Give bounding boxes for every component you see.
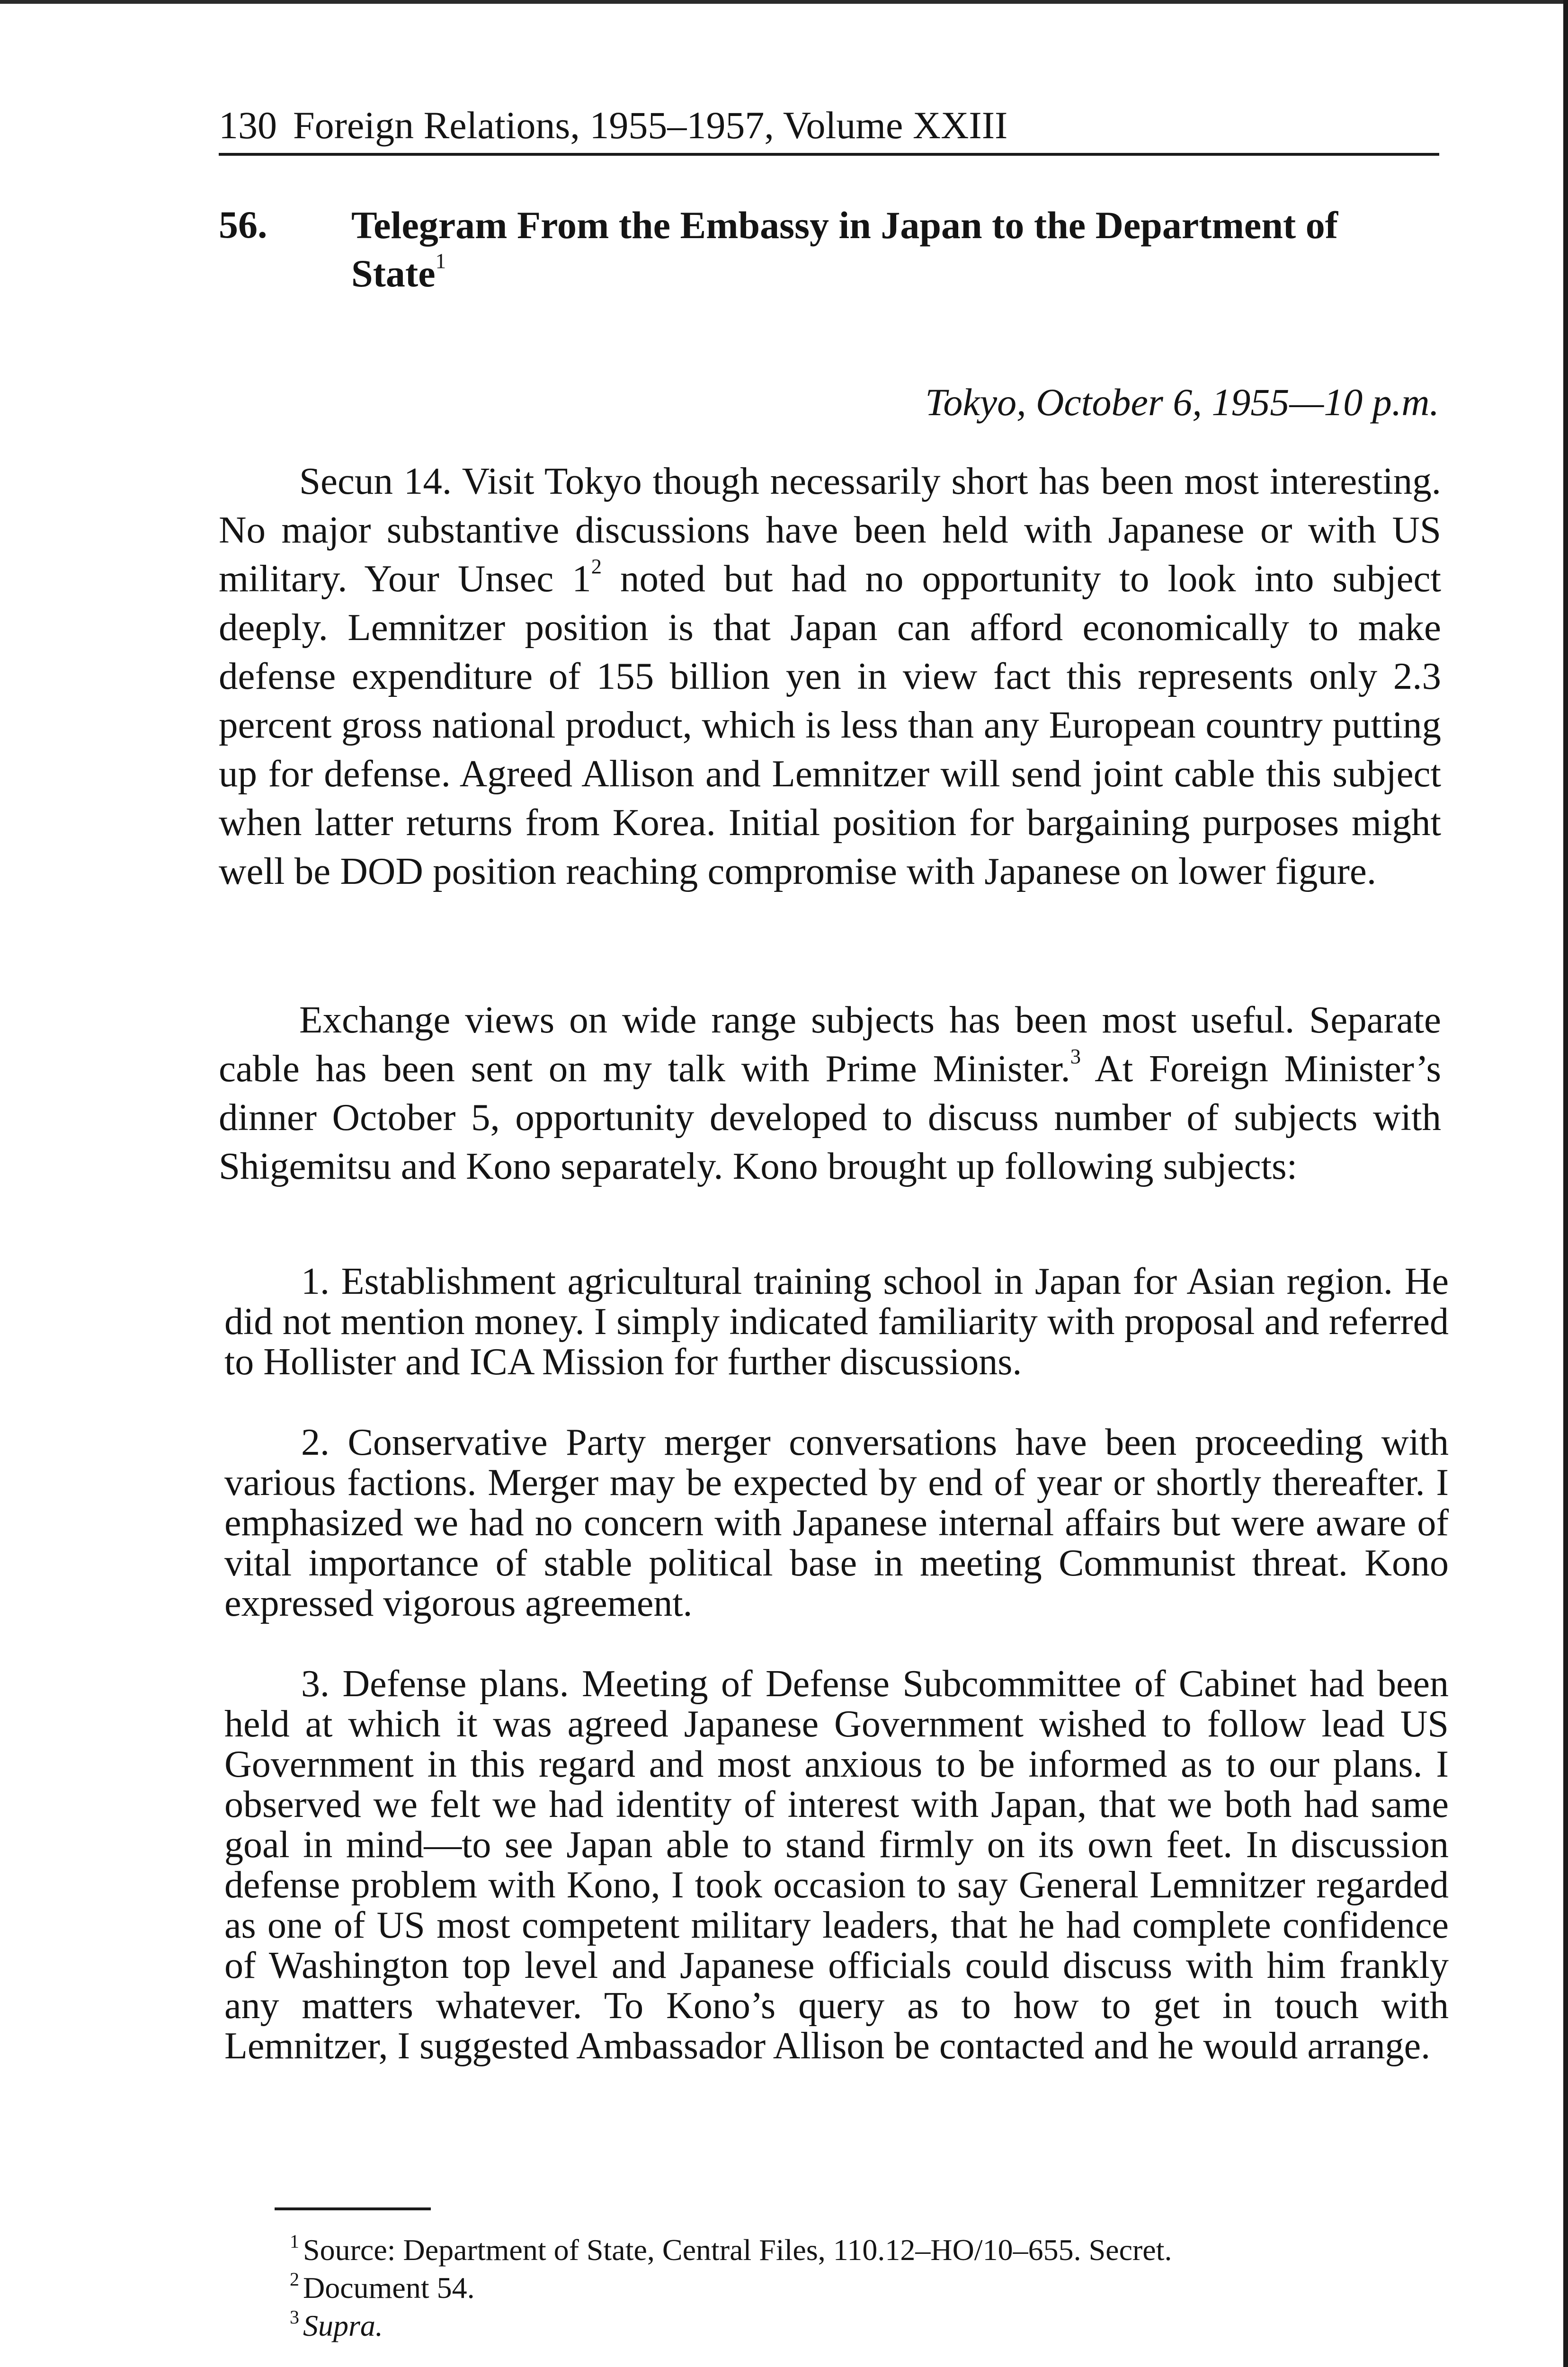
footnote-ref-3: 3 (1070, 1044, 1081, 1068)
numbered-item-1: 1. Establishment agricultural training school in Japan for Asian region. He did not mention money. I simply indicated familiarity with proposal and referred to Hollister and ICA Mission for further discussions. (224, 1261, 1449, 1383)
scan-border-top (0, 0, 1568, 4)
document-number: 56. (219, 203, 267, 246)
footnote-1-mark: 1 (290, 2231, 299, 2252)
running-title: Foreign Relations, 1955–1957, Volume XXIII (293, 104, 1008, 147)
running-header (219, 99, 1439, 151)
footnote-ref-2: 2 (591, 554, 602, 578)
header-rule (219, 153, 1439, 156)
numbered-item-2: 2. Conservative Party merger conversations have been proceeding with various factions. Merger may be expected by end of year or shortly thereafter. I emphasized we had no concern with Japanese internal affairs but were aware of vital importance of stable political base in meeting Communist threat. Kono expressed vigorous agreement. (224, 1422, 1449, 1624)
paragraph-2-text-b: At Foreign Minister’s dinner October 5, opportunity developed to discuss number of subjects with Shigemitsu and Kono separately. Kono brought up following subjects: (219, 1047, 1441, 1187)
paragraph-1 (219, 457, 1441, 896)
footnote-2-text: Document 54. (303, 2271, 475, 2305)
footnote-1-text: Source: Department of State, Central Files, 110.12–HO/10–655. Secret. (303, 2233, 1172, 2267)
paragraph-1-text-b: noted but had no opportunity to look into subject deeply. Lemnitzer position is that Japan can afford economically to make defense expenditure of 155 billion yen in view fact this represents only 2.3 percent gross national product, which is less than any European country putting up for defense. Agreed Allison and Lemnitzer will send joint cable this subject when latter returns from Korea. Initial position for bargaining purposes might well be DOD position reaching compromise with Japanese on lower figure. (219, 557, 1441, 892)
paragraph-1-text-a: Secun 14. Visit Tokyo though necessarily short has been most interesting. No major substantive discussions have been held with Japanese or with US military. Your Unsec 1 (219, 460, 1441, 600)
footnote-3-mark: 3 (290, 2306, 299, 2328)
footnote-rule (275, 2207, 431, 2210)
page-number: 130 (219, 104, 277, 147)
document-title (351, 201, 1440, 298)
footnote-2-mark: 2 (290, 2269, 299, 2290)
dateline: Tokyo, October 6, 1955—10 p.m. (925, 381, 1439, 424)
paragraph-2-text-a: Exchange views on wide range subjects has been most useful. Separate cable has been sent on my talk with Prime Minister. (219, 998, 1441, 1090)
footnote-3 (290, 2298, 383, 2345)
numbered-item-3: 3. Defense plans. Meeting of Defense Subcommittee of Cabinet had been held at which it was agreed Japanese Government wished to follow lead US Government in this regard and most anxious to be informed as to our plans. I observed we felt we had identity of interest with Japan, that we both had same goal in mind—to see Japan able to stand firmly on its own feet. In discussion defense problem with Kono, I took occasion to say General Lemnitzer regarded as one of US most competent military leaders, that he had complete confidence of Washington top level and Japanese officials could discuss with him frankly any matters whatever. To Kono’s query as to how to get in touch with Lemnitzer, I suggested Ambassador Allison be contacted and he would arrange. (224, 1663, 1449, 2067)
scan-border-right (1563, 0, 1568, 2367)
paragraph-2 (219, 996, 1441, 1191)
footnote-ref-1: 1 (435, 249, 446, 273)
document-title-text: Telegram From the Embassy in Japan to the Department of State (351, 204, 1338, 295)
footnote-3-text: Supra. (303, 2309, 383, 2342)
